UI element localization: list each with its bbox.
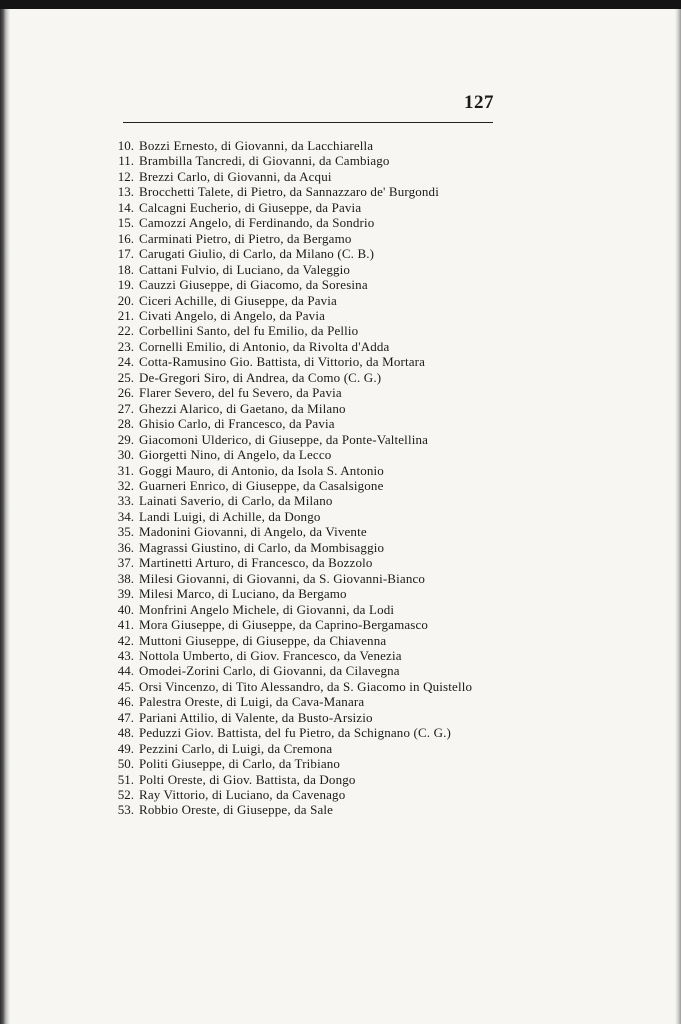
entry-number: 53. <box>117 802 134 818</box>
list-item <box>108 524 472 539</box>
entry-text: Landi Luigi, di Achille, da Dongo <box>139 508 321 524</box>
entry-number: 15. <box>117 215 134 231</box>
list-item <box>108 215 472 230</box>
entry-text: Peduzzi Giov. Battista, del fu Pietro, da Schignano (C. G.) <box>139 725 452 741</box>
entry-number: 46. <box>117 694 134 710</box>
entry-text: Politi Giuseppe, di Carlo, da Tribiano <box>139 756 341 772</box>
entry-number: 42. <box>117 632 134 648</box>
list-item <box>108 277 472 292</box>
entry-number: 30. <box>117 447 134 463</box>
entry-number: 32. <box>117 477 134 493</box>
entry-text: Ciceri Achille, di Giuseppe, da Pavia <box>139 292 337 308</box>
list-item <box>108 293 472 308</box>
list-item <box>108 509 472 524</box>
entry-text: Cattani Fulvio, di Luciano, da Valeggio <box>139 261 351 277</box>
entry-text: Omodei-Zorini Carlo, di Giovanni, da Cilavegna <box>139 663 400 679</box>
entry-text: Ray Vittorio, di Luciano, da Cavenago <box>139 787 346 803</box>
entry-text: Monfrini Angelo Michele, di Giovanni, da Lodi <box>139 601 395 617</box>
entry-text: Mora Giuseppe, di Giuseppe, da Caprino-Bergamasco <box>139 617 429 633</box>
list-item <box>108 432 472 447</box>
entry-text: De-Gregori Siro, di Andrea, da Como (C. G.) <box>139 369 382 385</box>
entry-number: 36. <box>117 539 134 555</box>
entry-number: 26. <box>117 385 134 401</box>
entry-text: Milesi Giovanni, di Giovanni, da S. Giovanni-Bianco <box>139 570 426 586</box>
entry-number: 47. <box>117 709 134 725</box>
entry-text: Carminati Pietro, di Pietro, da Bergamo <box>139 230 352 246</box>
list-item <box>108 493 472 508</box>
list-item <box>108 663 472 678</box>
entry-number: 45. <box>117 678 134 694</box>
entry-number: 13. <box>117 184 134 200</box>
entry-number: 51. <box>117 771 134 787</box>
entry-number: 16. <box>117 230 134 246</box>
list-item <box>108 648 472 663</box>
entry-number: 35. <box>117 524 134 540</box>
entry-number: 24. <box>117 354 134 370</box>
list-item <box>108 741 472 756</box>
entry-text: Cornelli Emilio, di Antonio, da Rivolta d'Adda <box>139 338 390 354</box>
entry-text: Calcagni Eucherio, di Giuseppe, da Pavia <box>139 199 362 215</box>
entry-text: Palestra Oreste, di Luigi, da Cava-Manara <box>139 694 365 710</box>
entry-number: 14. <box>117 199 134 215</box>
scan-left-edge <box>0 9 10 1024</box>
entry-number: 23. <box>117 338 134 354</box>
list-item <box>108 354 472 369</box>
list-item <box>108 416 472 431</box>
list-item <box>108 246 472 261</box>
entry-number: 41. <box>117 617 134 633</box>
list-item <box>108 633 472 648</box>
entry-text: Civati Angelo, di Angelo, da Pavia <box>139 307 325 323</box>
list-item <box>108 679 472 694</box>
entry-number: 28. <box>117 416 134 432</box>
list-item <box>108 694 472 709</box>
entry-number: 48. <box>117 725 134 741</box>
entry-number: 18. <box>117 261 134 277</box>
entry-text: Camozzi Angelo, di Ferdinando, da Sondrio <box>139 215 375 231</box>
student-list <box>108 138 472 818</box>
entry-number: 39. <box>117 586 134 602</box>
entry-text: Giacomoni Ulderico, di Giuseppe, da Ponte-Valtellina <box>139 431 429 447</box>
entry-text: Carugati Giulio, di Carlo, da Milano (C. B.) <box>139 246 375 262</box>
entry-number: 44. <box>117 663 134 679</box>
entry-number: 34. <box>117 508 134 524</box>
entry-text: Nottola Umberto, di Giov. Francesco, da Venezia <box>139 647 402 663</box>
list-item <box>108 586 472 601</box>
entry-text: Goggi Mauro, di Antonio, da Isola S. Antonio <box>139 462 384 478</box>
page-number: 127 <box>464 92 494 113</box>
list-item <box>108 323 472 338</box>
list-item <box>108 463 472 478</box>
entry-text: Polti Oreste, di Giov. Battista, da Dongo <box>139 771 356 787</box>
entry-text: Bozzi Ernesto, di Giovanni, da Lacchiarella <box>139 138 374 153</box>
entry-number: 31. <box>117 462 134 478</box>
list-item <box>108 710 472 725</box>
entry-text: Orsi Vincenzo, di Tito Alessandro, da S. Giacomo in Quistello <box>139 678 473 694</box>
entry-number: 50. <box>117 756 134 772</box>
entry-text: Corbellini Santo, del fu Emilio, da Pellio <box>139 323 359 339</box>
entry-number: 43. <box>117 647 134 663</box>
entry-text: Cauzzi Giuseppe, di Giacomo, da Soresina <box>139 277 368 293</box>
entry-text: Lainati Saverio, di Carlo, da Milano <box>139 493 333 509</box>
entry-text: Milesi Marco, di Luciano, da Bergamo <box>139 586 347 602</box>
entry-number: 27. <box>117 400 134 416</box>
entry-number: 10. <box>117 138 134 153</box>
list-item <box>108 308 472 323</box>
entry-text: Robbio Oreste, di Giuseppe, da Sale <box>139 802 334 818</box>
list-item <box>108 756 472 771</box>
scan-right-edge <box>675 9 681 1024</box>
list-item <box>108 555 472 570</box>
entry-text: Flarer Severo, del fu Severo, da Pavia <box>139 385 342 401</box>
list-item <box>108 401 472 416</box>
header-rule <box>123 122 493 123</box>
entry-number: 52. <box>117 787 134 803</box>
entry-number: 33. <box>117 493 134 509</box>
list-item <box>108 802 472 817</box>
entry-text: Pezzini Carlo, di Luigi, da Cremona <box>139 740 333 756</box>
list-item <box>108 169 472 184</box>
list-item <box>108 617 472 632</box>
entry-text: Magrassi Giustino, di Carlo, da Mombisaggio <box>139 539 385 555</box>
entry-number: 12. <box>117 168 134 184</box>
entry-number: 25. <box>117 369 134 385</box>
list-item <box>108 602 472 617</box>
entry-number: 22. <box>117 323 134 339</box>
entry-text: Guarneri Enrico, di Giuseppe, da Casalsigone <box>139 477 384 493</box>
entry-text: Brocchetti Talete, di Pietro, da Sannazzaro de' Burgondi <box>139 184 439 200</box>
list-item <box>108 200 472 215</box>
entry-text: Cotta-Ramusino Gio. Battista, di Vittorio, da Mortara <box>139 354 426 370</box>
list-item <box>108 138 472 153</box>
list-item <box>108 262 472 277</box>
entry-text: Brambilla Tancredi, di Giovanni, da Cambiago <box>139 153 390 169</box>
list-item <box>108 478 472 493</box>
list-item <box>108 370 472 385</box>
entry-number: 29. <box>117 431 134 447</box>
entry-text: Martinetti Arturo, di Francesco, da Bozzolo <box>139 555 373 571</box>
list-item <box>108 385 472 400</box>
entry-number: 20. <box>117 292 134 308</box>
entry-text: Brezzi Carlo, di Giovanni, da Acqui <box>139 168 332 184</box>
entry-text: Madonini Giovanni, di Angelo, da Vivente <box>139 524 367 540</box>
entry-number: 38. <box>117 570 134 586</box>
list-item <box>108 447 472 462</box>
entry-number: 17. <box>117 246 134 262</box>
entry-number: 49. <box>117 740 134 756</box>
entry-number: 37. <box>117 555 134 571</box>
entry-text: Pariani Attilio, di Valente, da Busto-Arsizio <box>139 709 373 725</box>
list-item <box>108 540 472 555</box>
entry-text: Muttoni Giuseppe, di Giuseppe, da Chiavenna <box>139 632 387 648</box>
entry-text: Giorgetti Nino, di Angelo, da Lecco <box>139 447 332 463</box>
entry-text: Ghisio Carlo, di Francesco, da Pavia <box>139 416 335 432</box>
entry-number: 11. <box>118 153 134 169</box>
entry-number: 40. <box>117 601 134 617</box>
list-item <box>108 772 472 787</box>
list-item <box>108 787 472 802</box>
list-item <box>108 231 472 246</box>
list-item <box>108 725 472 740</box>
list-item <box>108 571 472 586</box>
list-item <box>108 184 472 199</box>
entry-number: 21. <box>117 307 134 323</box>
entry-number: 19. <box>117 277 134 293</box>
list-item <box>108 339 472 354</box>
list-item <box>108 153 472 168</box>
entry-text: Ghezzi Alarico, di Gaetano, da Milano <box>139 400 346 416</box>
scan-top-edge <box>0 0 681 9</box>
